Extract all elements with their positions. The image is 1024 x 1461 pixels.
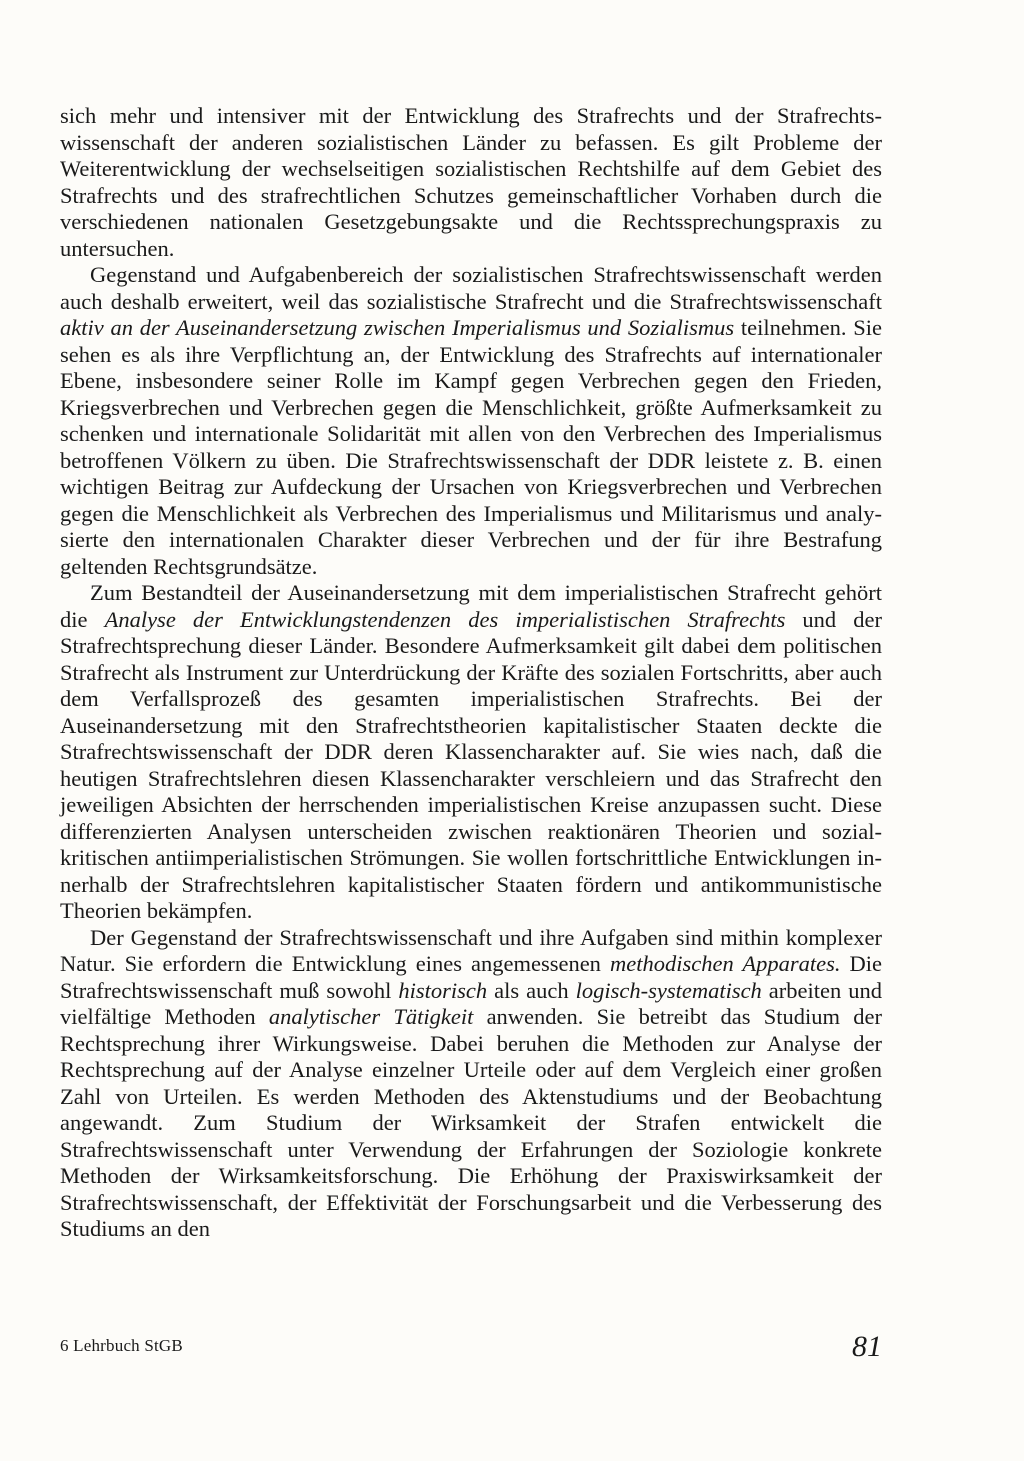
body-text: Der Gegenstand der Strafrechtswissenschaft und ihre Aufgaben sind mithin komplexer Natur. Sie erfordern die Entwicklung eines angemessenen — [60, 924, 882, 976]
body-text: als auch — [487, 977, 576, 1003]
body-text: arbeiten und vielfältige Methoden — [60, 977, 882, 1029]
emphasis-text: historisch — [398, 977, 488, 1003]
body-text: Zum Bestandteil der Auseinandersetzung mit dem imperialistischen Strafrecht gehört die — [60, 580, 882, 632]
footer-signature: 6 Lehrbuch StGB — [60, 1336, 183, 1355]
body-text: sich mehr und intensiver mit der Entwicklung des Strafrechts und der Strafrechtswissenschaft der anderen sozialistischen Länder zu befassen. Es gilt Probleme der Weiterentwicklung der wechselseitigen sozialistischen Rechtshilfe auf dem Gebiet des Strafrechts und des strafrechtlichen Schutzes gemeinschaftlicher Vorhaben durch die verschiedenen nationalen Gesetzgebungsakte und die Rechtssprechungspraxis zu untersuchen. — [60, 103, 882, 261]
body-text: teilnehmen. Sie sehen es als ihre Verpflichtung an, der Entwicklung des Strafrechts auf internationaler Ebene, insbesondere seiner Rolle im Kampf gegen Verbrechen gegen den Frieden, Kriegsverbrechen und Verbrechen gegen die Menschlichkeit, größte Aufmerksamkeit zu schenken und internationale Solidarität mit allen von den Verbrechen des Imperialismus betroffenen Völkern zu üben. Die Strafrechtswissenschaft der DDR leistete z. B. einen wichtigen Beitrag zur Aufdeckung der Ursachen von Kriegsverbrechen und Verbrechen gegen die Menschlichkeit als Verbrechen des Imperialismus und Militarismus und analysierte den internationalen Charakter dieser Verbrechen und der für ihre Bestrafung geltenden Rechtsgrundsätze. — [60, 315, 882, 579]
emphasis-text: aktiv an der Auseinandersetzung zwischen Imperialismus und Sozialismus — [60, 315, 735, 340]
emphasis-text: logisch-systematisch — [575, 977, 762, 1003]
emphasis-text: Analyse der Entwicklungstendenzen des imperialistischen Strafrechts — [104, 606, 786, 632]
paragraph-1 — [60, 103, 882, 262]
paragraph-2 — [60, 262, 882, 580]
body-text: anwenden. Sie betreibt das Studium der Rechtsprechung ihrer Wirkungsweise. Dabei beruhen die Methoden zur Analyse der Rechtsprechung auf der Analyse einzelner Urteile oder auf dem Vergleich einer großen Zahl von Urteilen. Es werden Methoden des Aktenstudiums und der Beobachtung angewandt. Zum Studium der Wirksamkeit der Strafen entwickelt die Strafrechtswissenschaft unter Verwendung der Erfahrungen der Soziologie konkrete Methoden der Wirksamkeitsforschung. Die Erhöhung der Praxiswirksamkeit der Strafrechtswissenschaft, der Effektivität der Forschungsarbeit und die Verbesserung des Studiums an den — [60, 1004, 882, 1241]
page-body — [60, 103, 882, 1343]
body-text: Gegenstand und Aufgabenbereich der sozialistischen Strafrechtswissenschaft werden auch deshalb erweitert, weil das sozialistische Strafrecht und die Strafrechtswissenschaft — [60, 262, 882, 314]
paragraph-4 — [60, 925, 882, 1243]
body-text: Die Strafrechtswissenschaft muß sowohl — [60, 951, 882, 1003]
page-number: 81 — [852, 1330, 882, 1363]
emphasis-text: analytischer Tätigkeit — [268, 1004, 474, 1029]
emphasis-text: methodischen Apparates. — [609, 951, 841, 976]
paragraph-3 — [60, 580, 882, 925]
body-text: und der Strafrechtsprechung dieser Länder. Besondere Aufmerksamkeit gilt dabei dem politischen Strafrecht als Instrument zur Unterdrückung der Kräfte des sozialen Fortschritts, aber auch dem Verfallsprozeß des gesamten imperialistischen Strafrechts. Bei der Auseinandersetzung mit den Strafrechtstheorien kapitalistischer Staaten deckte die Strafrechtswissenschaft der DDR deren Klassencharakter auf. Sie wies nach, daß die heutigen Strafrechtslehren diesen Klassencharakter verschleiern und das Strafrecht den jeweiligen Absichten der herrschenden imperialistischen Kreise anzupassen sucht. Diese differenzierten Analysen unterscheiden zwischen reaktionären Theorien und sozial-kritischen antiimperialistischen Strömungen. Sie wollen fortschrittliche Entwicklungen innerhalb der Strafrechtslehren kapitalistischer Staaten fördern und antikommunistische Theorien bekämpfen. — [60, 606, 882, 923]
